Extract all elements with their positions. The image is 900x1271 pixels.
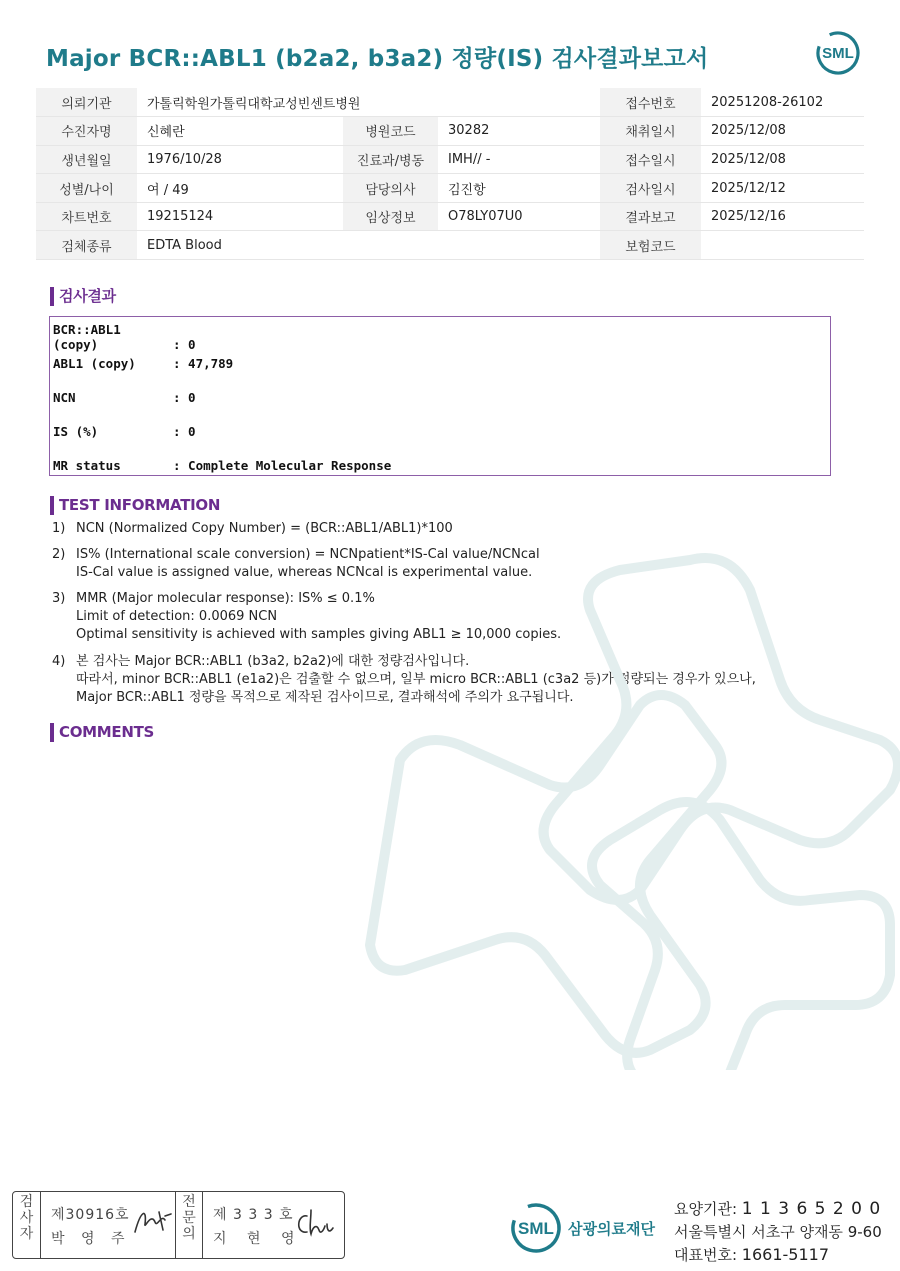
item-line: IS% (International scale conversion) = NCNpatient*IS-Cal value/NCNcal bbox=[76, 547, 540, 562]
item-line: 따라서, minor BCR::ABL1 (e1a2)은 검출할 수 없으며, 일부 micro BCR::ABL1 (c3a2 등)가 정량되는 경우가 있으나, bbox=[76, 672, 756, 687]
results-box bbox=[49, 316, 831, 476]
result-row bbox=[53, 390, 196, 405]
care-code-line bbox=[674, 1198, 881, 1219]
logo-text: SML bbox=[822, 45, 854, 62]
logo-text: SML bbox=[518, 1219, 554, 1238]
report-title: Major BCR::ABL1 (b2a2, b3a2) 정량(IS) 검사결과보고서 bbox=[46, 46, 709, 72]
result-row bbox=[53, 458, 391, 473]
item-number: 2) bbox=[52, 547, 66, 562]
item-line: Limit of detection: 0.0069 NCN bbox=[76, 609, 278, 624]
care-code-label: 요양기관: bbox=[674, 1200, 742, 1218]
item-line: NCN (Normalized Copy Number) = (BCR::ABL1/ABL1)*100 bbox=[76, 521, 453, 536]
item-number: 3) bbox=[52, 591, 66, 606]
item-line: Optimal sensitivity is achieved with samples giving ABL1 ≥ 10,000 copies. bbox=[76, 627, 562, 642]
field-value: 20251208-26102 bbox=[701, 88, 864, 117]
field-label: 검체종류 bbox=[36, 231, 137, 260]
info-row bbox=[36, 174, 864, 203]
specialist-signature-icon bbox=[293, 1206, 337, 1240]
field-label: 결과보고 bbox=[600, 202, 701, 231]
care-code-value: 1 1 3 6 5 2 0 0 bbox=[741, 1199, 882, 1219]
field-value: 2025/12/16 bbox=[701, 202, 864, 231]
field-label: 보험코드 bbox=[600, 231, 701, 260]
field-value: 1976/10/28 bbox=[137, 145, 343, 174]
field-label: 접수번호 bbox=[600, 88, 701, 117]
field-label: 진료과/병동 bbox=[343, 145, 438, 174]
comments-heading: COMMENTS bbox=[50, 723, 154, 742]
test-info-heading: TEST INFORMATION bbox=[50, 496, 220, 515]
info-row bbox=[36, 88, 864, 117]
result-key: NCN bbox=[53, 390, 76, 405]
item-line: 본 검사는 Major BCR::ABL1 (b3a2, b2a2)에 대한 정량검사입니다. bbox=[76, 654, 470, 669]
field-label: 차트번호 bbox=[36, 202, 137, 231]
field-label: 수진자명 bbox=[36, 117, 137, 146]
tester-name: 박 영 주 bbox=[51, 1231, 131, 1247]
results-heading: 검사결과 bbox=[50, 287, 116, 306]
field-label: 병원코드 bbox=[343, 117, 438, 146]
specialist-name: 지 현 영 bbox=[213, 1231, 303, 1247]
item-number: 4) bbox=[52, 654, 66, 669]
specialist-license-no: 제 3 3 3 호 bbox=[213, 1207, 294, 1223]
field-value: 신혜란 bbox=[137, 117, 343, 146]
result-value: : 47,789 bbox=[173, 356, 234, 371]
field-label: 임상정보 bbox=[343, 202, 438, 231]
phone-value: 1661-5117 bbox=[741, 1245, 830, 1264]
result-key: MR status bbox=[53, 458, 121, 473]
field-value: O78LY07U0 bbox=[438, 202, 600, 231]
item-number: 1) bbox=[52, 521, 66, 536]
field-value: 2025/12/12 bbox=[701, 174, 864, 203]
phone-label: 대표번호: bbox=[674, 1246, 742, 1264]
field-label: 검사일시 bbox=[600, 174, 701, 203]
info-row bbox=[36, 202, 864, 231]
field-label: 성별/나이 bbox=[36, 174, 137, 203]
info-row bbox=[36, 117, 864, 146]
field-label: 접수일시 bbox=[600, 145, 701, 174]
phone-line bbox=[674, 1244, 829, 1265]
field-label: 담당의사 bbox=[343, 174, 438, 203]
result-value: : 0 bbox=[173, 337, 196, 352]
tester-signature-icon bbox=[131, 1204, 175, 1238]
sml-logo-icon bbox=[812, 30, 864, 76]
patient-info-table bbox=[36, 88, 864, 260]
tester-license-no: 제30916호 bbox=[51, 1207, 130, 1223]
tester-label: 검 사 자 bbox=[13, 1192, 41, 1258]
result-value: : 0 bbox=[173, 390, 196, 405]
info-row bbox=[36, 231, 864, 260]
item-line: IS-Cal value is assigned value, whereas NCNcal is experimental value. bbox=[76, 565, 533, 580]
organization-name: 삼광의료재단 bbox=[568, 1220, 655, 1238]
result-key: BCR::ABL1 (copy) bbox=[53, 322, 121, 352]
watermark-icon bbox=[360, 540, 900, 1070]
field-value: 30282 bbox=[438, 117, 600, 146]
item-line: MMR (Major molecular response): IS% ≤ 0.1% bbox=[76, 591, 375, 606]
signature-block bbox=[12, 1191, 345, 1259]
field-value: 19215124 bbox=[137, 202, 343, 231]
address-line: 서울특별시 서초구 양재동 9-60 bbox=[674, 1223, 882, 1241]
result-row bbox=[53, 424, 196, 439]
field-value: 여 / 49 bbox=[137, 174, 343, 203]
field-label: 의뢰기관 bbox=[36, 88, 137, 117]
result-row bbox=[53, 322, 196, 352]
field-value: EDTA Blood bbox=[137, 231, 600, 260]
result-row bbox=[53, 356, 233, 371]
field-label: 채취일시 bbox=[600, 117, 701, 146]
result-value: : 0 bbox=[173, 424, 196, 439]
field-value bbox=[701, 231, 864, 260]
specialist-label: 전 문 의 bbox=[175, 1192, 203, 1258]
field-value: 2025/12/08 bbox=[701, 145, 864, 174]
field-value: IMH// - bbox=[438, 145, 600, 174]
field-value: 김진항 bbox=[438, 174, 600, 203]
item-line: Major BCR::ABL1 정량을 목적으로 제작된 검사이므로, 결과해석에 주의가 요구됩니다. bbox=[76, 690, 574, 705]
result-value: : Complete Molecular Response bbox=[173, 458, 392, 473]
field-value: 가톨릭학원가톨릭대학교성빈센트병원 bbox=[137, 88, 600, 117]
result-key: IS (%) bbox=[53, 424, 99, 439]
test-info-item bbox=[52, 520, 453, 538]
field-value: 2025/12/08 bbox=[701, 117, 864, 146]
sml-footer-logo-icon bbox=[508, 1198, 568, 1258]
field-label: 생년월일 bbox=[36, 145, 137, 174]
result-key: ABL1 (copy) bbox=[53, 356, 136, 371]
info-row bbox=[36, 145, 864, 174]
